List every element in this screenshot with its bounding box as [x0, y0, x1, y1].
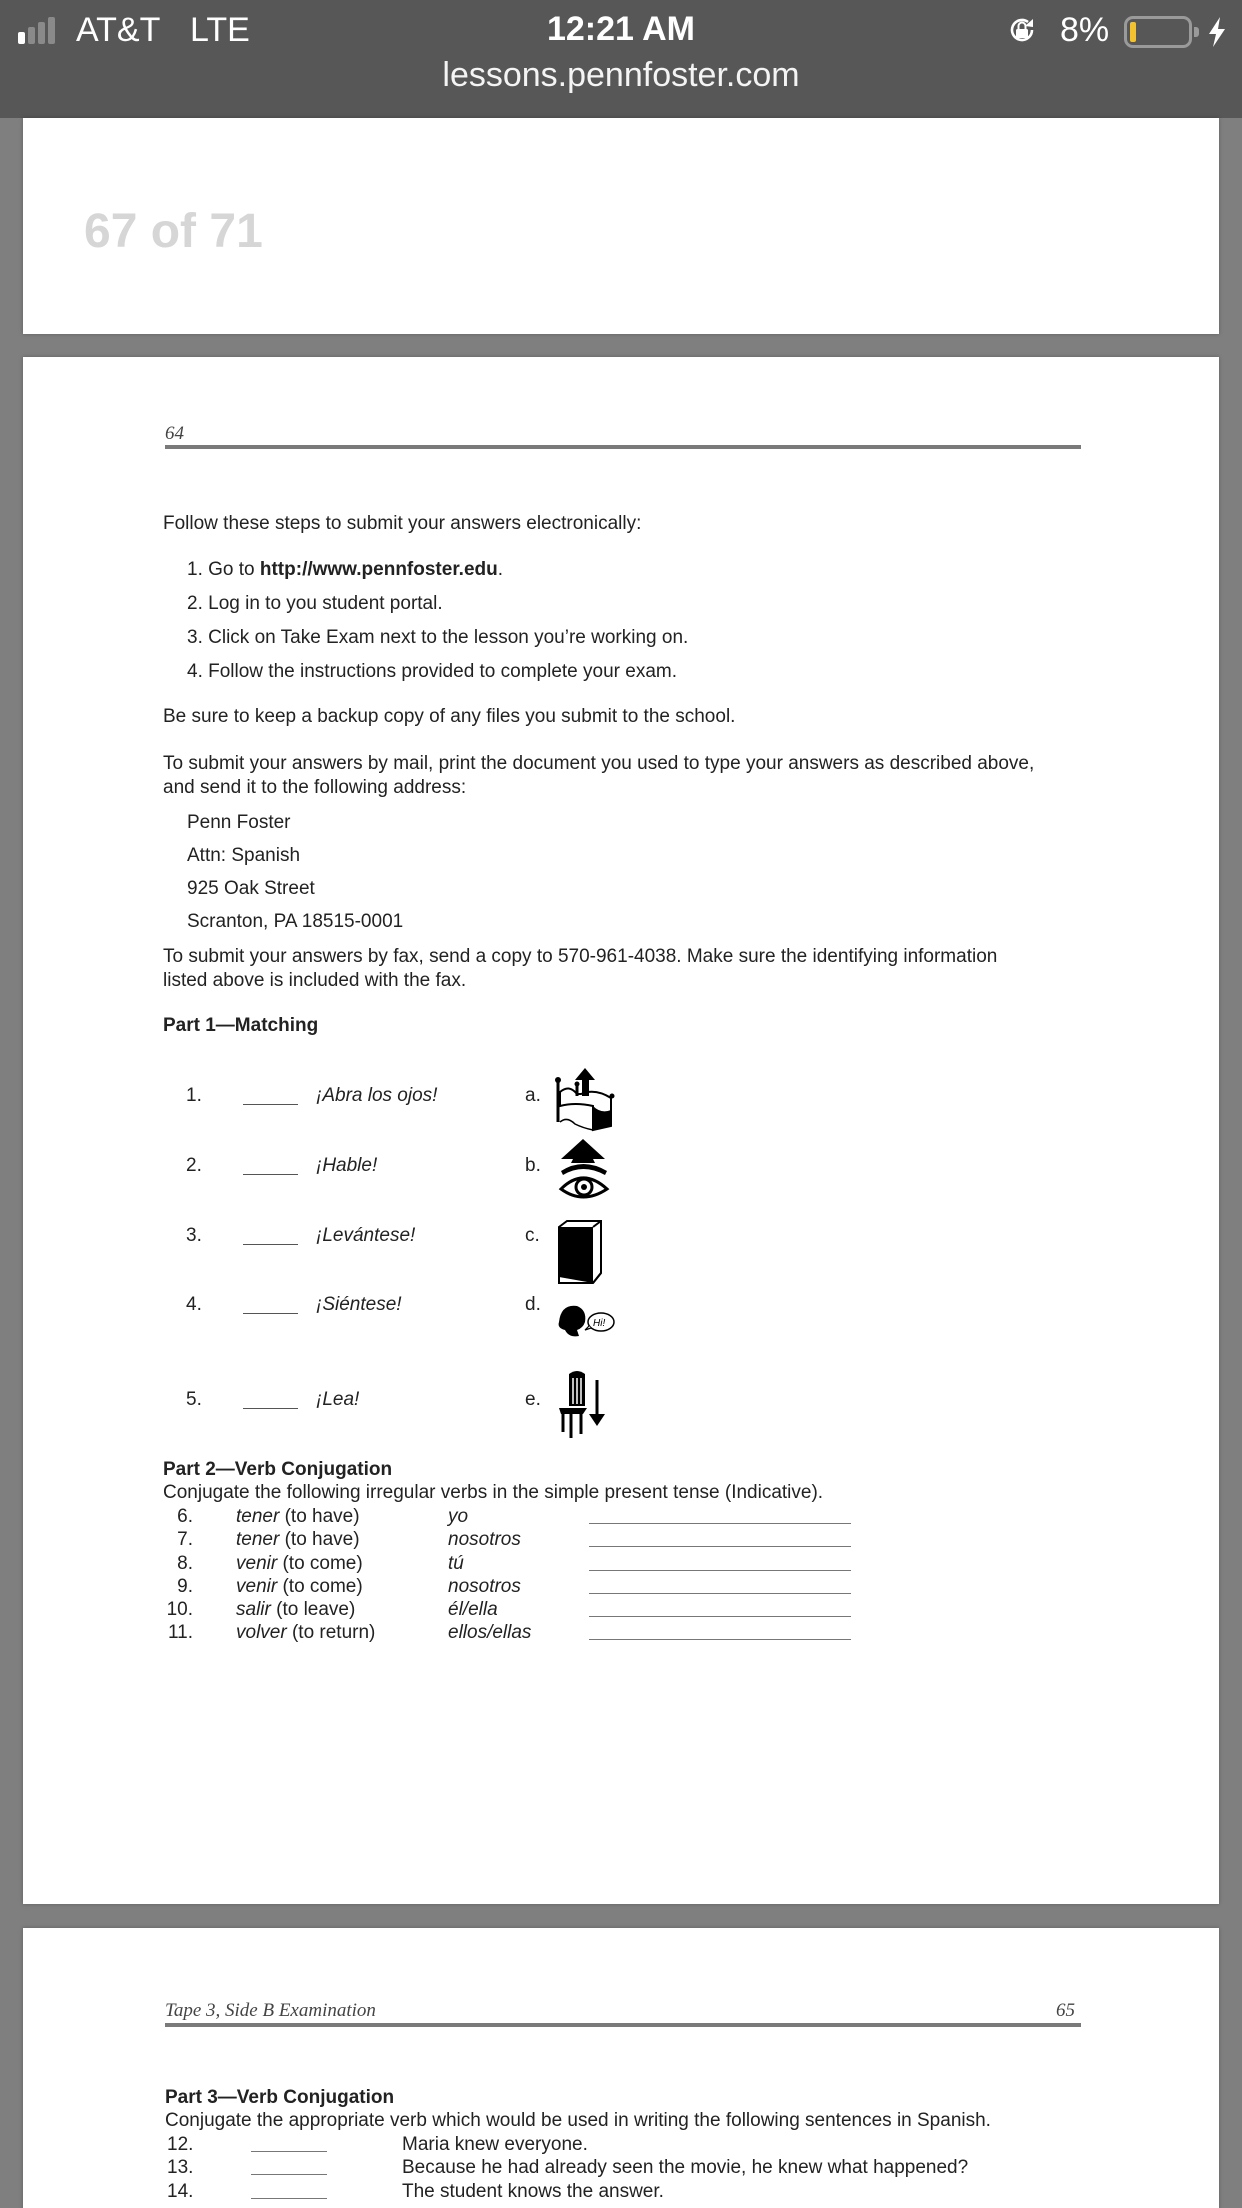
verb-row: 6. tener (to have) yo	[163, 1505, 863, 1528]
verb-conjugation-table	[163, 1505, 863, 1645]
page-number: 64	[165, 423, 184, 444]
battery-icon	[1124, 16, 1192, 48]
matching-item: 4. ¡Siéntese! d.	[186, 1294, 541, 1315]
chair-sit-down-arrow-icon	[555, 1370, 615, 1440]
sentence-list	[165, 2133, 1065, 2203]
answer-line[interactable]	[589, 1523, 851, 1524]
rotation-lock-icon	[1006, 14, 1038, 46]
page-number: 65	[1056, 2000, 1075, 2021]
backup-note: Be sure to keep a backup copy of any files you submit to the school.	[163, 706, 736, 727]
status-time: 12:21 AM	[546, 10, 696, 48]
part3-instructions: Conjugate the appropriate verb which would be used in writing the following sentences in Spanish.	[165, 2110, 991, 2131]
answer-line[interactable]	[251, 2151, 327, 2152]
document-page-64	[23, 357, 1219, 1904]
answer-line[interactable]	[589, 1639, 851, 1640]
answer-line[interactable]	[589, 1546, 851, 1547]
address-line: 925 Oak Street	[187, 878, 315, 899]
step-item: 4. Follow the instructions provided to complete your exam.	[187, 661, 678, 682]
part2-instructions: Conjugate the following irregular verbs in the simple present tense (Indicative).	[163, 1482, 824, 1503]
verb-row: 8. venir (to come) tú	[163, 1552, 863, 1575]
bed-getting-up-arrow-icon	[555, 1066, 617, 1132]
page-counter-panel	[23, 118, 1219, 334]
pennfoster-link[interactable]: http://www.pennfoster.edu	[259, 559, 498, 580]
header-rule	[165, 2023, 1081, 2027]
step-item: 2. Log in to you student portal.	[187, 593, 443, 614]
verb-row: 10. salir (to leave) él/ella	[163, 1598, 863, 1621]
network-type: LTE	[190, 11, 250, 49]
browser-top-bar	[0, 0, 1242, 118]
answer-blank[interactable]	[243, 1244, 298, 1245]
answer-blank[interactable]	[243, 1104, 298, 1105]
mail-instructions: To submit your answers by mail, print the document you used to type your answers as described above, and send it to the following address:	[163, 753, 1035, 798]
matching-item: 2. ¡Hable! b.	[186, 1155, 541, 1176]
answer-line[interactable]	[589, 1593, 851, 1594]
book-icon	[555, 1219, 607, 1285]
sentence-row: 13. Because he had already seen the movie, he knew what happened?	[167, 2157, 969, 2179]
page-header-title: Tape 3, Side B Examination	[165, 2000, 376, 2021]
matching-section	[173, 357, 873, 1904]
answer-line[interactable]	[251, 2174, 327, 2175]
verb-row: 9. venir (to come) nosotros	[163, 1575, 863, 1598]
document-page-65	[23, 1928, 1219, 2208]
part1-title: Part 1—Matching	[163, 1015, 319, 1036]
address-line: Attn: Spanish	[187, 845, 301, 866]
address-line: Scranton, PA 18515-0001	[187, 911, 404, 932]
matching-item: 1. ¡Abra los ojos! a.	[186, 1085, 541, 1106]
battery-percent: 8%	[1060, 11, 1110, 49]
page-counter: 67 of 71	[84, 205, 263, 258]
status-bar	[0, 10, 1242, 52]
matching-item: 3. ¡Levántese! c.	[186, 1225, 540, 1246]
answer-blank[interactable]	[243, 1408, 298, 1409]
answer-line[interactable]	[251, 2198, 327, 2199]
answer-line[interactable]	[589, 1616, 851, 1617]
fax-instructions: To submit your answers by fax, send a copy to 570-961-4038. Make sure the identifying information listed above is included with the fax.	[163, 946, 998, 991]
person-speaking-hi-icon	[555, 1302, 617, 1342]
url-address[interactable]: lessons.pennfoster.com	[442, 56, 800, 94]
part2-title: Part 2—Verb Conjugation	[163, 1459, 393, 1480]
address-line: Penn Foster	[187, 812, 291, 833]
sentence-row: 12. Maria knew everyone.	[167, 2134, 588, 2155]
matching-item: 5. ¡Lea! e.	[186, 1389, 541, 1410]
intro-text: Follow these steps to submit your answers electronically:	[163, 513, 642, 534]
answer-blank[interactable]	[243, 1313, 298, 1314]
answer-line[interactable]	[589, 1570, 851, 1571]
charging-bolt-icon	[1206, 16, 1228, 48]
step-item: 1. Go to http://www.pennfoster.edu.	[187, 559, 503, 580]
step-item: 3. Click on Take Exam next to the lesson you’re working on.	[187, 627, 689, 648]
sentence-row: 14. The student knows the answer.	[167, 2180, 664, 2202]
carrier-label: AT&T	[76, 11, 161, 49]
eye-open-arrow-icon	[555, 1137, 615, 1203]
part3-title: Part 3—Verb Conjugation	[165, 2087, 395, 2108]
answer-blank[interactable]	[243, 1174, 298, 1175]
verb-row: 11. volver (to return) ellos/ellas	[163, 1621, 863, 1644]
svg-text:Hi!: Hi!	[593, 1318, 606, 1329]
verb-row: 7. tener (to have) nosotros	[163, 1528, 863, 1551]
